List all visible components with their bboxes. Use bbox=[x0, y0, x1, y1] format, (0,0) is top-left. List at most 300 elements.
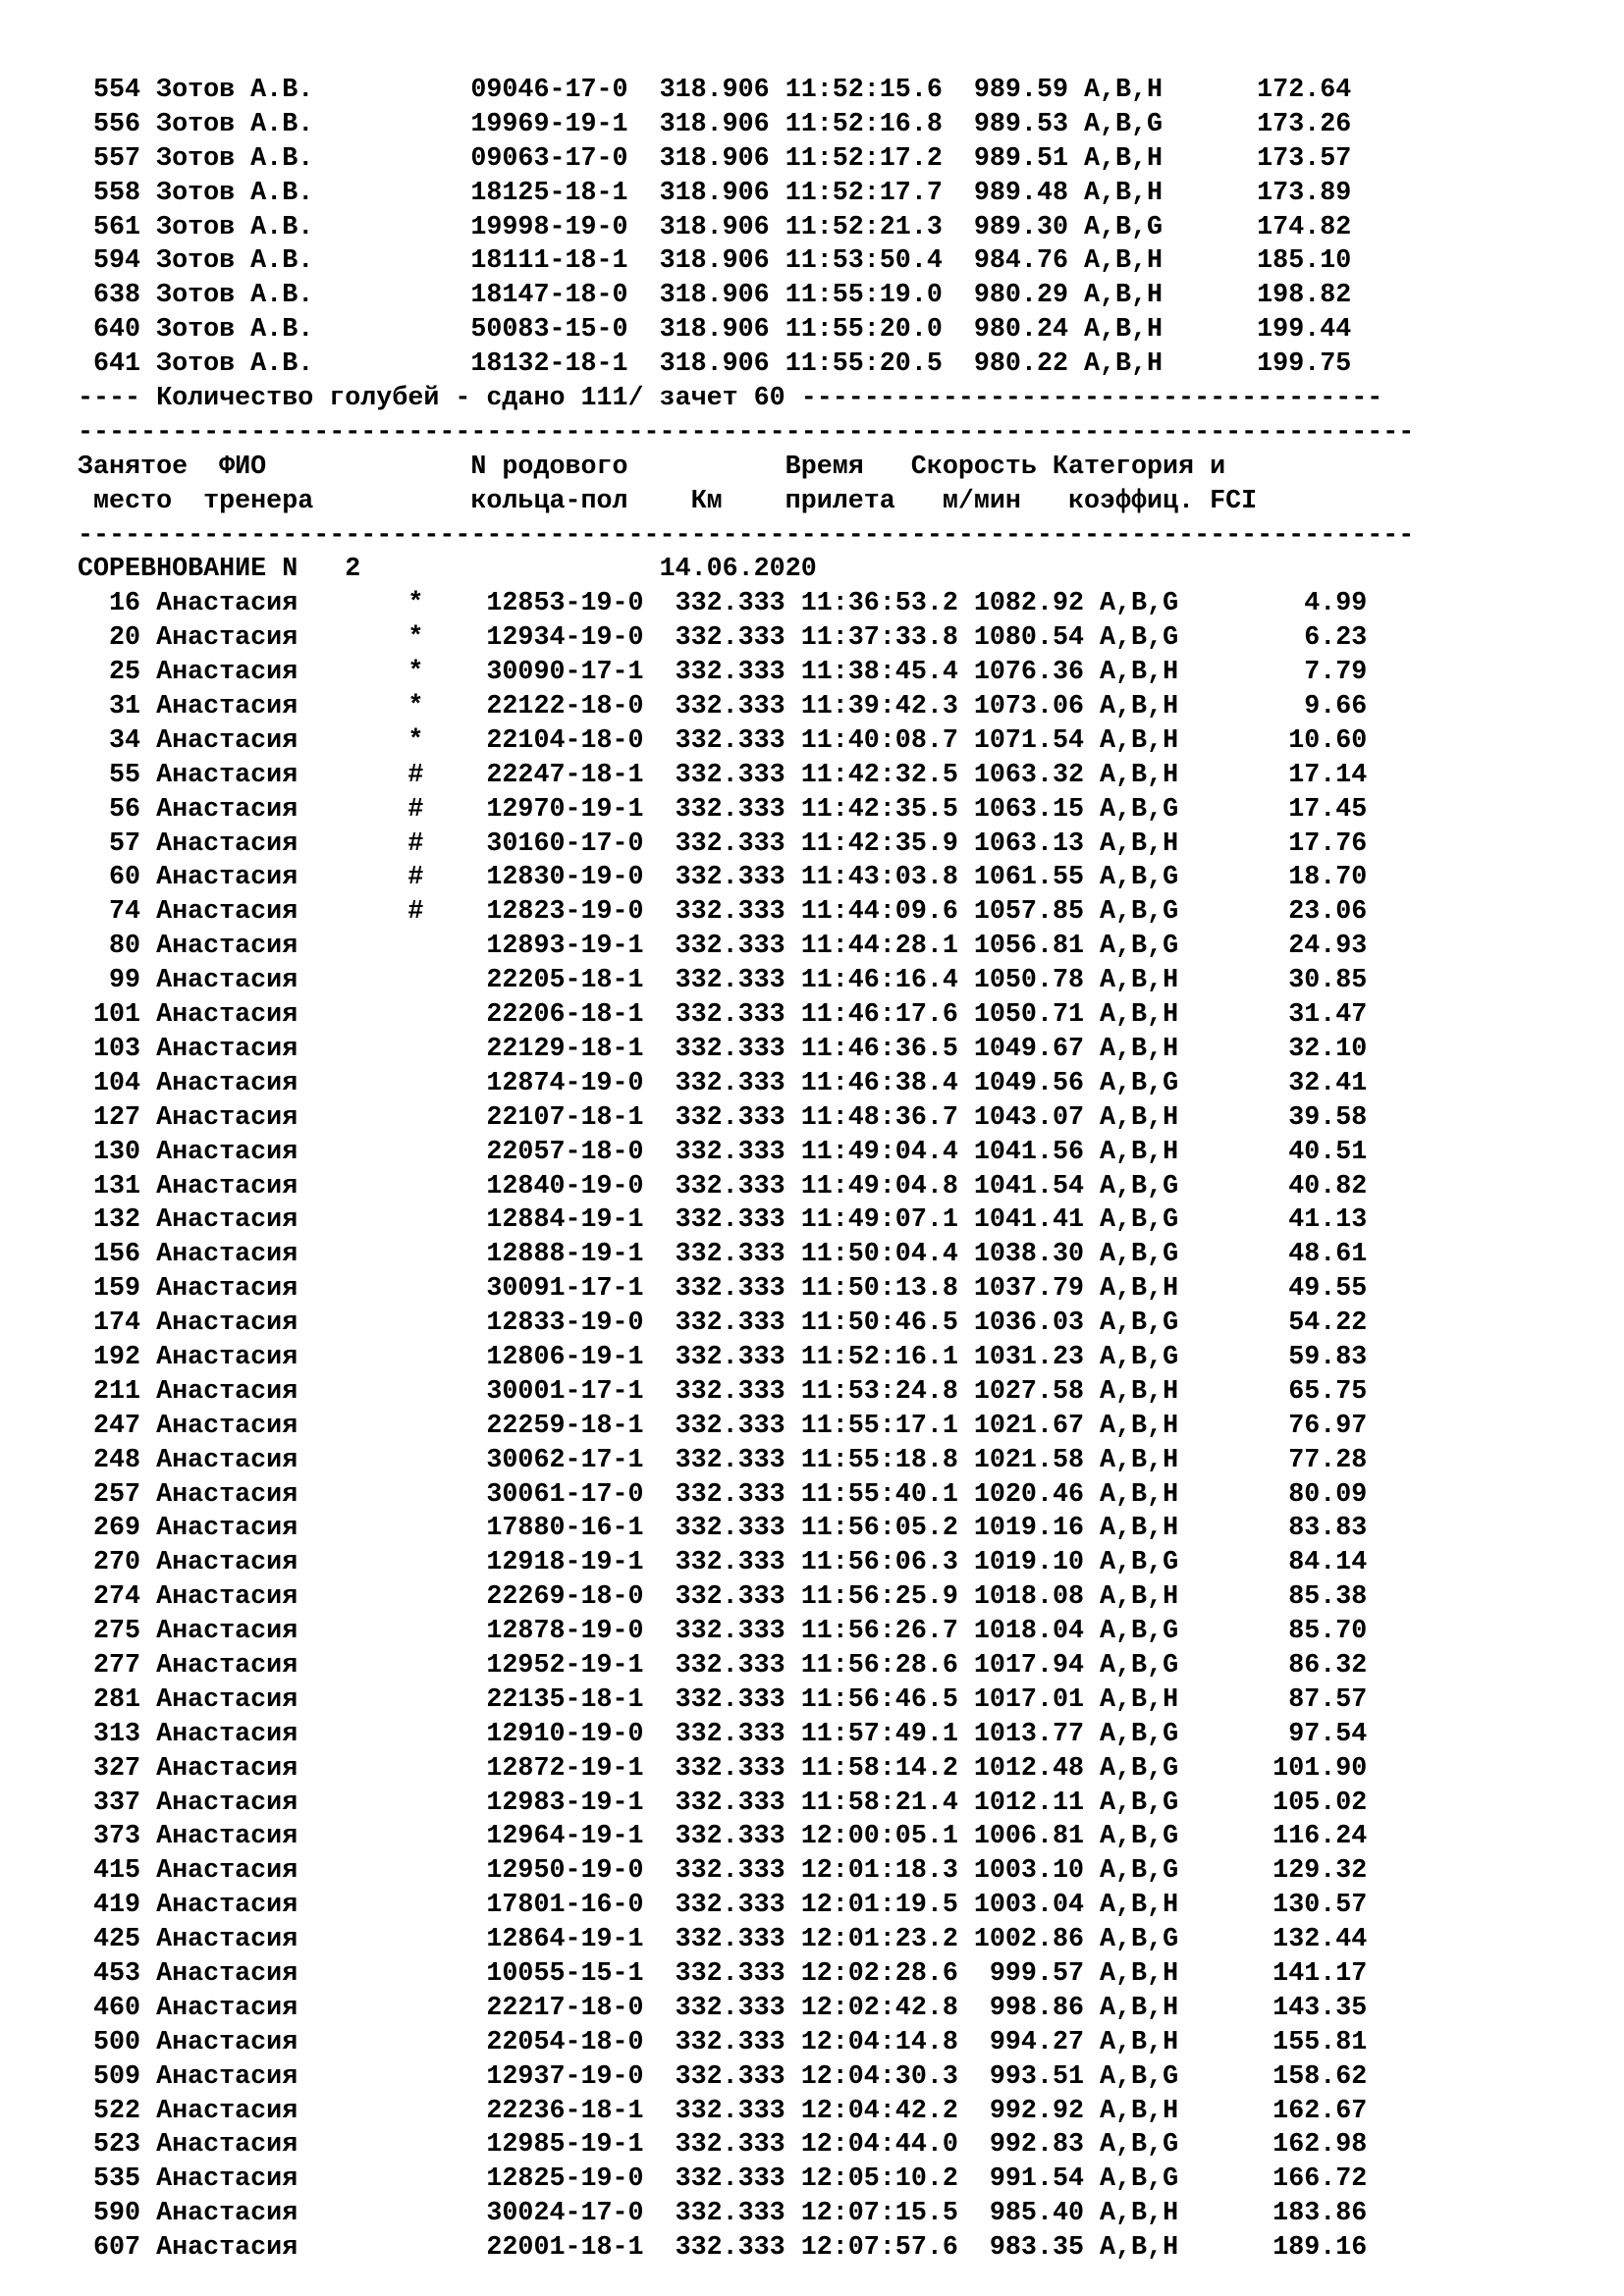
place-cell: 56 bbox=[78, 794, 141, 825]
speed-cell: 991.54 bbox=[973, 2164, 1084, 2195]
fci-cell: 199.75 bbox=[1163, 349, 1352, 380]
place-cell: 500 bbox=[78, 2027, 141, 2057]
table-row bbox=[78, 1238, 1590, 1272]
category-cell: A,B,H bbox=[1100, 1411, 1179, 1441]
arrival-time-cell: 11:55:20.5 bbox=[785, 349, 943, 380]
table-row bbox=[78, 2026, 1590, 2060]
table-row bbox=[78, 656, 1590, 690]
place-cell: 25 bbox=[78, 658, 141, 688]
ring-cell: 50083-15-0 bbox=[470, 315, 628, 346]
ring-cell: 09046-17-0 bbox=[470, 76, 628, 105]
table-row bbox=[78, 1444, 1590, 1478]
mark-cell bbox=[407, 1685, 470, 1715]
km-cell: 318.906 bbox=[659, 143, 770, 174]
mark-cell bbox=[407, 281, 470, 310]
mark-cell bbox=[407, 110, 470, 139]
ring-cell: 22135-18-1 bbox=[486, 1684, 644, 1715]
place-cell: 415 bbox=[78, 1856, 141, 1887]
category-cell: A,B,H bbox=[1084, 178, 1164, 208]
arrival-time-cell: 11:46:17.6 bbox=[800, 1000, 958, 1031]
fci-cell: 76.97 bbox=[1178, 1411, 1368, 1441]
km-cell: 332.333 bbox=[675, 1514, 785, 1544]
ring-cell: 17801-16-0 bbox=[486, 1891, 644, 1921]
speed-cell: 1031.23 bbox=[973, 1342, 1084, 1372]
place-cell: 277 bbox=[78, 1650, 141, 1681]
mark-cell bbox=[407, 1822, 470, 1851]
ring-cell: 12888-19-1 bbox=[486, 1240, 644, 1270]
speed-cell: 980.29 bbox=[957, 281, 1068, 311]
ring-cell: 12884-19-1 bbox=[486, 1205, 644, 1236]
arrival-time-cell: 12:01:19.5 bbox=[800, 1891, 958, 1921]
speed-cell: 1017.94 bbox=[973, 1650, 1084, 1681]
table-row bbox=[78, 1170, 1590, 1204]
fci-cell: 83.83 bbox=[1178, 1514, 1368, 1544]
arrival-time-cell: 11:52:21.3 bbox=[785, 212, 943, 242]
category-cell: A,B,H bbox=[1084, 76, 1164, 105]
fci-cell: 17.76 bbox=[1178, 828, 1368, 859]
km-cell: 332.333 bbox=[675, 1342, 785, 1372]
mark-cell bbox=[407, 1582, 470, 1612]
ring-cell: 30091-17-1 bbox=[486, 1274, 644, 1305]
trainer-cell: Анастасия bbox=[156, 2061, 408, 2092]
km-cell: 332.333 bbox=[675, 1068, 785, 1098]
arrival-time-cell: 11:53:24.8 bbox=[800, 1376, 958, 1407]
fci-cell: 162.98 bbox=[1178, 2130, 1368, 2161]
mark-cell bbox=[407, 1446, 470, 1475]
place-cell: 99 bbox=[78, 966, 141, 996]
trainer-cell: Анастасия bbox=[156, 1479, 408, 1510]
speed-cell: 1021.67 bbox=[973, 1411, 1084, 1441]
category-cell: A,B,H bbox=[1100, 828, 1179, 859]
fci-cell: 48.61 bbox=[1178, 1240, 1368, 1270]
place-cell: 269 bbox=[78, 1514, 141, 1544]
fci-cell: 143.35 bbox=[1178, 1993, 1368, 2023]
speed-cell: 1073.06 bbox=[973, 692, 1084, 722]
category-cell: A,B,G bbox=[1100, 1548, 1179, 1578]
separator-top: ------------------------------------------------------------------------------------- bbox=[78, 417, 1415, 448]
speed-cell: 980.22 bbox=[957, 349, 1068, 380]
fci-cell: 173.26 bbox=[1163, 109, 1352, 139]
km-cell: 332.333 bbox=[675, 589, 785, 619]
speed-cell: 1012.11 bbox=[973, 1788, 1084, 1818]
category-cell: A,B,H bbox=[1100, 1102, 1179, 1133]
table-row bbox=[78, 998, 1590, 1033]
fci-cell: 23.06 bbox=[1178, 897, 1368, 928]
table-row bbox=[78, 1307, 1590, 1341]
km-cell: 318.906 bbox=[659, 76, 770, 105]
arrival-time-cell: 12:04:42.2 bbox=[800, 2096, 958, 2126]
category-cell: A,B,H bbox=[1100, 2233, 1179, 2264]
mark-cell bbox=[407, 246, 470, 276]
arrival-time-cell: 11:56:06.3 bbox=[800, 1548, 958, 1578]
speed-cell: 1006.81 bbox=[973, 1822, 1084, 1852]
speed-cell: 1021.58 bbox=[973, 1445, 1084, 1475]
place-cell: 60 bbox=[78, 863, 141, 893]
fci-cell: 174.82 bbox=[1163, 212, 1352, 242]
ring-cell: 30061-17-0 bbox=[486, 1479, 644, 1510]
fci-cell: 17.14 bbox=[1178, 760, 1368, 790]
category-cell: A,B,H bbox=[1100, 692, 1179, 722]
ring-cell: 22259-18-1 bbox=[486, 1411, 644, 1441]
mark-cell bbox=[407, 1548, 470, 1577]
fci-cell: 105.02 bbox=[1178, 1788, 1368, 1818]
km-cell: 332.333 bbox=[675, 1925, 785, 1955]
trainer-cell: Анастасия bbox=[156, 1753, 408, 1784]
speed-cell: 998.86 bbox=[973, 1993, 1084, 2023]
speed-cell: 1012.48 bbox=[973, 1753, 1084, 1784]
ring-cell: 18132-18-1 bbox=[470, 349, 628, 380]
fci-cell: 31.47 bbox=[1178, 1000, 1368, 1031]
ring-cell: 22122-18-0 bbox=[486, 692, 644, 722]
category-cell: A,B,G bbox=[1100, 2130, 1179, 2161]
mark-cell bbox=[407, 1377, 470, 1407]
arrival-time-cell: 12:07:15.5 bbox=[800, 2199, 958, 2229]
table-row bbox=[78, 1375, 1590, 1410]
competition-heading bbox=[78, 553, 1590, 587]
trainer-cell: Зотов А.В. bbox=[156, 109, 408, 139]
table-row bbox=[78, 1787, 1590, 1821]
category-cell: A,B,G bbox=[1100, 1925, 1179, 1955]
km-cell: 318.906 bbox=[659, 349, 770, 380]
category-cell: A,B,H bbox=[1100, 1582, 1179, 1613]
table-row bbox=[78, 108, 1590, 142]
category-cell: A,B,G bbox=[1084, 109, 1164, 139]
speed-cell: 989.53 bbox=[957, 109, 1068, 139]
mark-cell bbox=[407, 1891, 470, 1920]
category-cell: A,B,H bbox=[1100, 1000, 1179, 1031]
ring-cell: 30001-17-1 bbox=[486, 1376, 644, 1407]
arrival-time-cell: 11:52:16.8 bbox=[785, 109, 943, 139]
ring-cell: 12893-19-1 bbox=[486, 932, 644, 962]
category-cell: A,B,G bbox=[1100, 1205, 1179, 1236]
fci-cell: 32.41 bbox=[1178, 1068, 1368, 1098]
speed-cell: 984.76 bbox=[957, 246, 1068, 277]
arrival-time-cell: 12:04:14.8 bbox=[800, 2027, 958, 2057]
place-cell: 281 bbox=[78, 1684, 141, 1715]
ring-cell: 19998-19-0 bbox=[470, 212, 628, 242]
mark-cell bbox=[407, 2028, 470, 2057]
place-cell: 557 bbox=[78, 143, 141, 174]
mark-cell bbox=[407, 144, 470, 174]
place-cell: 522 bbox=[78, 2096, 141, 2126]
speed-cell: 1041.56 bbox=[973, 1137, 1084, 1167]
km-cell: 332.333 bbox=[675, 794, 785, 825]
table-row bbox=[78, 2128, 1590, 2163]
speed-cell: 1050.78 bbox=[973, 966, 1084, 996]
ring-cell: 22129-18-1 bbox=[486, 1034, 644, 1064]
mark-cell bbox=[407, 932, 470, 961]
km-cell: 318.906 bbox=[659, 246, 770, 277]
speed-cell: 1063.15 bbox=[973, 794, 1084, 825]
place-cell: 34 bbox=[78, 725, 141, 756]
table-row bbox=[78, 724, 1590, 759]
table-row bbox=[78, 347, 1590, 382]
arrival-time-cell: 11:55:20.0 bbox=[785, 315, 943, 346]
place-cell: 425 bbox=[78, 1925, 141, 1955]
place-cell: 159 bbox=[78, 1274, 141, 1305]
ring-cell: 12952-19-1 bbox=[486, 1650, 644, 1681]
table-header-line-2: место тренера кольца-пол Км прилета м/мин коэффиц. FCI bbox=[78, 486, 1258, 516]
trainer-cell: Зотов А.В. bbox=[156, 281, 408, 311]
ring-cell: 12833-19-0 bbox=[486, 1308, 644, 1339]
speed-cell: 1063.32 bbox=[973, 760, 1084, 790]
speed-cell: 1049.67 bbox=[973, 1034, 1084, 1064]
arrival-time-cell: 11:55:17.1 bbox=[800, 1411, 958, 1441]
speed-cell: 1080.54 bbox=[973, 623, 1084, 654]
mark-cell bbox=[407, 1412, 470, 1441]
km-cell: 332.333 bbox=[675, 1891, 785, 1921]
ring-cell: 22057-18-0 bbox=[486, 1137, 644, 1167]
place-cell: 156 bbox=[78, 1240, 141, 1270]
fci-cell: 97.54 bbox=[1178, 1719, 1368, 1749]
km-cell: 332.333 bbox=[675, 1684, 785, 1715]
place-cell: 80 bbox=[78, 932, 141, 962]
place-cell: 275 bbox=[78, 1617, 141, 1647]
km-cell: 332.333 bbox=[675, 1753, 785, 1784]
category-cell: A,B,G bbox=[1100, 932, 1179, 962]
arrival-time-cell: 11:55:19.0 bbox=[785, 281, 943, 311]
category-cell: A,B,H bbox=[1100, 1891, 1179, 1921]
fci-cell: 172.64 bbox=[1163, 76, 1352, 105]
trainer-cell: Анастасия bbox=[156, 1684, 408, 1715]
fci-cell: 40.82 bbox=[1178, 1171, 1368, 1201]
ring-cell: 12910-19-0 bbox=[486, 1719, 644, 1749]
arrival-time-cell: 11:55:18.8 bbox=[800, 1445, 958, 1475]
speed-cell: 1018.08 bbox=[973, 1582, 1084, 1613]
speed-cell: 1038.30 bbox=[973, 1240, 1084, 1270]
km-cell: 332.333 bbox=[675, 1582, 785, 1613]
ring-cell: 18111-18-1 bbox=[470, 246, 628, 277]
arrival-time-cell: 11:39:42.3 bbox=[800, 692, 958, 722]
km-cell: 332.333 bbox=[675, 1958, 785, 1989]
km-cell: 332.333 bbox=[675, 932, 785, 962]
km-cell: 318.906 bbox=[659, 315, 770, 346]
table-row bbox=[78, 1410, 1590, 1444]
fci-cell: 130.57 bbox=[1178, 1891, 1368, 1921]
arrival-time-cell: 11:55:40.1 bbox=[800, 1479, 958, 1510]
category-cell: A,B,H bbox=[1100, 1376, 1179, 1407]
arrival-time-cell: 11:42:35.5 bbox=[800, 794, 958, 825]
km-cell: 332.333 bbox=[675, 1617, 785, 1647]
fci-cell: 129.32 bbox=[1178, 1856, 1368, 1887]
category-cell: A,B,H bbox=[1084, 349, 1164, 380]
trainer-cell: Анастасия bbox=[156, 1274, 408, 1305]
fci-cell: 162.67 bbox=[1178, 2096, 1368, 2126]
ring-cell: 22247-18-1 bbox=[486, 760, 644, 790]
category-cell: A,B,H bbox=[1100, 2096, 1179, 2126]
place-cell: 419 bbox=[78, 1891, 141, 1921]
place-cell: 638 bbox=[78, 281, 141, 311]
trainer-cell: Анастасия bbox=[156, 2130, 408, 2161]
ring-cell: 10055-15-1 bbox=[486, 1958, 644, 1989]
speed-cell: 980.24 bbox=[957, 315, 1068, 346]
ring-cell: 18125-18-1 bbox=[470, 178, 628, 208]
place-cell: 337 bbox=[78, 1788, 141, 1818]
km-cell: 318.906 bbox=[659, 178, 770, 208]
arrival-time-cell: 11:56:25.9 bbox=[800, 1582, 958, 1613]
arrival-time-cell: 11:50:13.8 bbox=[800, 1274, 958, 1305]
place-cell: 558 bbox=[78, 178, 141, 208]
trainer-cell: Анастасия bbox=[156, 1993, 408, 2023]
km-cell: 332.333 bbox=[675, 1240, 785, 1270]
arrival-time-cell: 11:56:28.6 bbox=[800, 1650, 958, 1681]
fci-cell: 155.81 bbox=[1178, 2027, 1368, 2057]
category-cell: A,B,G bbox=[1100, 1856, 1179, 1887]
table-row bbox=[78, 1580, 1590, 1615]
table-row bbox=[78, 2231, 1590, 2266]
trainer-cell: Анастасия bbox=[156, 932, 408, 962]
mark-cell bbox=[407, 1205, 470, 1235]
mark-cell bbox=[407, 1138, 470, 1167]
place-cell: 131 bbox=[78, 1171, 141, 1201]
km-cell: 332.333 bbox=[675, 2130, 785, 2161]
table-row bbox=[78, 1957, 1590, 1992]
arrival-time-cell: 12:05:10.2 bbox=[800, 2164, 958, 2195]
fci-cell: 116.24 bbox=[1178, 1822, 1368, 1852]
speed-cell: 1063.13 bbox=[973, 828, 1084, 859]
table-row bbox=[78, 1649, 1590, 1683]
fci-cell: 32.10 bbox=[1178, 1034, 1368, 1064]
ring-cell: 12970-19-1 bbox=[486, 794, 644, 825]
place-cell: 313 bbox=[78, 1719, 141, 1749]
table-row bbox=[78, 142, 1590, 177]
trainer-cell: Анастасия bbox=[156, 966, 408, 996]
mark-cell bbox=[407, 1035, 470, 1064]
fci-cell: 101.90 bbox=[1178, 1753, 1368, 1784]
category-cell: A,B,G bbox=[1100, 1068, 1179, 1098]
trainer-cell: Анастасия bbox=[156, 1376, 408, 1407]
trainer-cell: Зотов А.В. bbox=[156, 315, 408, 346]
table-row bbox=[78, 1820, 1590, 1854]
km-cell: 332.333 bbox=[675, 1102, 785, 1133]
mark-cell: # bbox=[407, 794, 471, 825]
trainer-cell: Анастасия bbox=[156, 1719, 408, 1749]
table-row bbox=[78, 1203, 1590, 1238]
category-cell: A,B,H bbox=[1100, 760, 1179, 790]
category-cell: A,B,G bbox=[1100, 863, 1179, 893]
mark-cell bbox=[407, 1480, 470, 1510]
trainer-cell: Анастасия bbox=[156, 1342, 408, 1372]
fci-cell: 49.55 bbox=[1178, 1274, 1368, 1305]
km-cell: 332.333 bbox=[675, 1000, 785, 1031]
trainer-cell: Зотов А.В. bbox=[156, 212, 408, 242]
ring-cell: 22205-18-1 bbox=[486, 966, 644, 996]
place-cell: 20 bbox=[78, 623, 141, 654]
table-row bbox=[78, 895, 1590, 930]
place-cell: 16 bbox=[78, 589, 141, 619]
speed-cell: 989.51 bbox=[957, 143, 1068, 174]
category-cell: A,B,H bbox=[1100, 725, 1179, 756]
mark-cell bbox=[407, 1000, 470, 1030]
km-cell: 332.333 bbox=[675, 966, 785, 996]
trainer-cell: Анастасия bbox=[156, 1788, 408, 1818]
category-cell: A,B,G bbox=[1100, 2164, 1179, 2195]
speed-cell: 992.92 bbox=[973, 2096, 1084, 2126]
competition-label: СОРЕВНОВАНИЕ N 2 bbox=[78, 555, 361, 585]
ring-cell: 12825-19-0 bbox=[486, 2164, 644, 2195]
fci-cell: 173.57 bbox=[1163, 143, 1352, 174]
fci-cell: 6.23 bbox=[1178, 623, 1368, 654]
place-cell: 327 bbox=[78, 1753, 141, 1784]
km-cell: 318.906 bbox=[659, 212, 770, 242]
trainer-cell: Зотов А.В. bbox=[156, 349, 408, 380]
mark-cell bbox=[407, 1103, 470, 1133]
mark-cell bbox=[407, 1789, 470, 1818]
ring-cell: 22104-18-0 bbox=[486, 725, 644, 756]
arrival-time-cell: 12:01:23.2 bbox=[800, 1925, 958, 1955]
arrival-time-cell: 11:50:04.4 bbox=[800, 1240, 958, 1270]
place-cell: 373 bbox=[78, 1822, 141, 1852]
category-cell: A,B,G bbox=[1100, 1308, 1179, 1339]
trainer-cell: Анастасия bbox=[156, 623, 408, 654]
table-row bbox=[78, 1067, 1590, 1101]
trainer-cell: Зотов А.В. bbox=[156, 178, 408, 208]
table-row bbox=[78, 1272, 1590, 1307]
ring-cell: 30062-17-1 bbox=[486, 1445, 644, 1475]
km-cell: 318.906 bbox=[659, 281, 770, 311]
ring-cell: 12872-19-1 bbox=[486, 1753, 644, 1784]
place-cell: 192 bbox=[78, 1342, 141, 1372]
place-cell: 127 bbox=[78, 1102, 141, 1133]
ring-cell: 12830-19-0 bbox=[486, 863, 644, 893]
trainer-cell: Зотов А.В. bbox=[156, 76, 408, 105]
arrival-time-cell: 11:48:36.7 bbox=[800, 1102, 958, 1133]
trainer-cell: Анастасия bbox=[156, 589, 408, 619]
table-row bbox=[78, 177, 1590, 211]
mark-cell: * bbox=[407, 725, 471, 756]
km-cell: 332.333 bbox=[675, 1205, 785, 1236]
table-row bbox=[78, 759, 1590, 793]
trainer-cell: Анастасия bbox=[156, 1205, 408, 1236]
mark-cell: # bbox=[407, 760, 471, 790]
arrival-time-cell: 11:38:45.4 bbox=[800, 658, 958, 688]
place-cell: 556 bbox=[78, 109, 141, 139]
table-row bbox=[78, 964, 1590, 998]
table-row bbox=[78, 1752, 1590, 1787]
ring-cell: 12934-19-0 bbox=[486, 623, 644, 654]
speed-cell: 989.59 bbox=[957, 76, 1068, 105]
arrival-time-cell: 12:01:18.3 bbox=[800, 1856, 958, 1887]
table-row bbox=[78, 1341, 1590, 1375]
ring-cell: 19969-19-1 bbox=[470, 109, 628, 139]
speed-cell: 1082.92 bbox=[973, 589, 1084, 619]
trainer-cell: Анастасия bbox=[156, 658, 408, 688]
fci-cell: 18.70 bbox=[1178, 863, 1368, 893]
km-cell: 332.333 bbox=[675, 1274, 785, 1305]
ring-cell: 12964-19-1 bbox=[486, 1822, 644, 1852]
arrival-time-cell: 12:02:28.6 bbox=[800, 1958, 958, 1989]
ring-cell: 22001-18-1 bbox=[486, 2233, 644, 2264]
table-row bbox=[78, 861, 1590, 895]
category-cell: A,B,G bbox=[1100, 1719, 1179, 1749]
trainer-cell: Анастасия bbox=[156, 1822, 408, 1852]
km-cell: 332.333 bbox=[675, 658, 785, 688]
fci-cell: 199.44 bbox=[1163, 315, 1352, 346]
km-cell: 332.333 bbox=[675, 2199, 785, 2229]
ring-cell: 22269-18-0 bbox=[486, 1582, 644, 1613]
arrival-time-cell: 11:52:15.6 bbox=[785, 76, 943, 105]
speed-cell: 1017.01 bbox=[973, 1684, 1084, 1715]
place-cell: 274 bbox=[78, 1582, 141, 1613]
arrival-time-cell: 11:44:28.1 bbox=[800, 932, 958, 962]
category-cell: A,B,H bbox=[1084, 281, 1164, 311]
place-cell: 247 bbox=[78, 1411, 141, 1441]
ring-cell: 30160-17-0 bbox=[486, 828, 644, 859]
ring-cell: 12918-19-1 bbox=[486, 1548, 644, 1578]
table-row bbox=[78, 1683, 1590, 1718]
category-cell: A,B,G bbox=[1100, 1788, 1179, 1818]
trainer-cell: Анастасия bbox=[156, 1958, 408, 1989]
